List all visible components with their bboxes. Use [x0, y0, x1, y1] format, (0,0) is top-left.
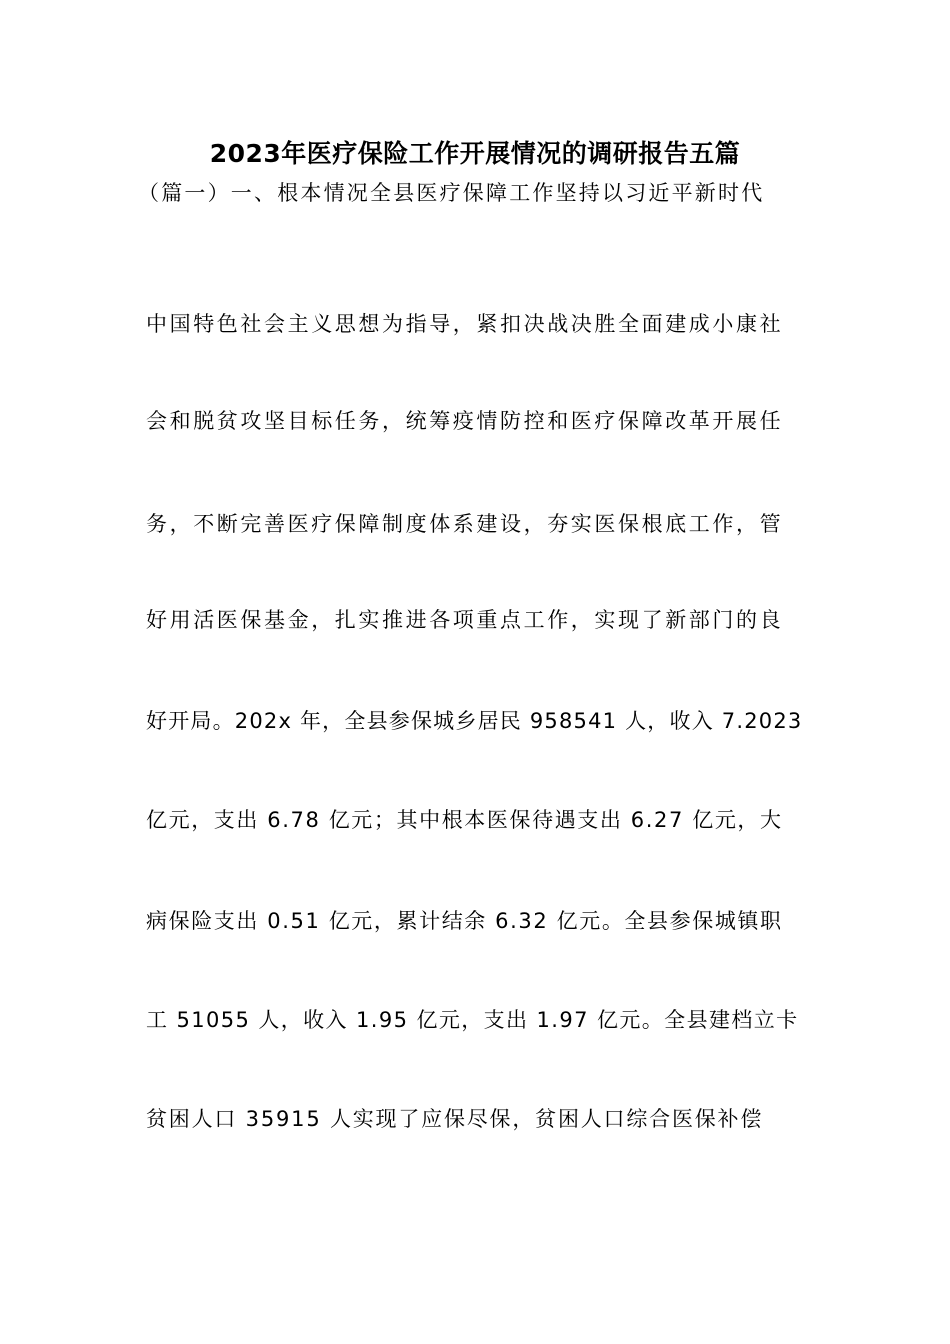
paragraph-line: 务，不断完善医疗保障制度体系建设，夯实医保根底工作，管 [146, 512, 784, 536]
paragraph-line: 会和脱贫攻坚目标任务，统筹疫情防控和医疗保障改革开展任 [146, 409, 784, 433]
paragraph-line: （篇一）一、根本情况全县医疗保障工作坚持以习近平新时代 [138, 181, 765, 205]
paragraph-line: 病保险支出 0.51 亿元，累计结余 6.32 亿元。全县参保城镇职 [146, 909, 783, 933]
paragraph-line: 好开局。202x 年，全县参保城乡居民 958541 人，收入 7.2023 [146, 709, 803, 733]
paragraph-line: 工 51055 人，收入 1.95 亿元，支出 1.97 亿元。全县建档立卡 [146, 1008, 799, 1032]
paragraph-line: 亿元，支出 6.78 亿元；其中根本医保待遇支出 6.27 亿元，大 [146, 808, 783, 832]
paragraph-line: 中国特色社会主义思想为指导，紧扣决战决胜全面建成小康社 [146, 312, 784, 336]
paragraph-line: 好用活医保基金，扎实推进各项重点工作，实现了新部门的良 [146, 608, 784, 632]
document-title: 2023年医疗保险工作开展情况的调研报告五篇 [209, 139, 741, 168]
paragraph-line: 贫困人口 35915 人实现了应保尽保，贫困人口综合医保补偿 [146, 1107, 764, 1131]
